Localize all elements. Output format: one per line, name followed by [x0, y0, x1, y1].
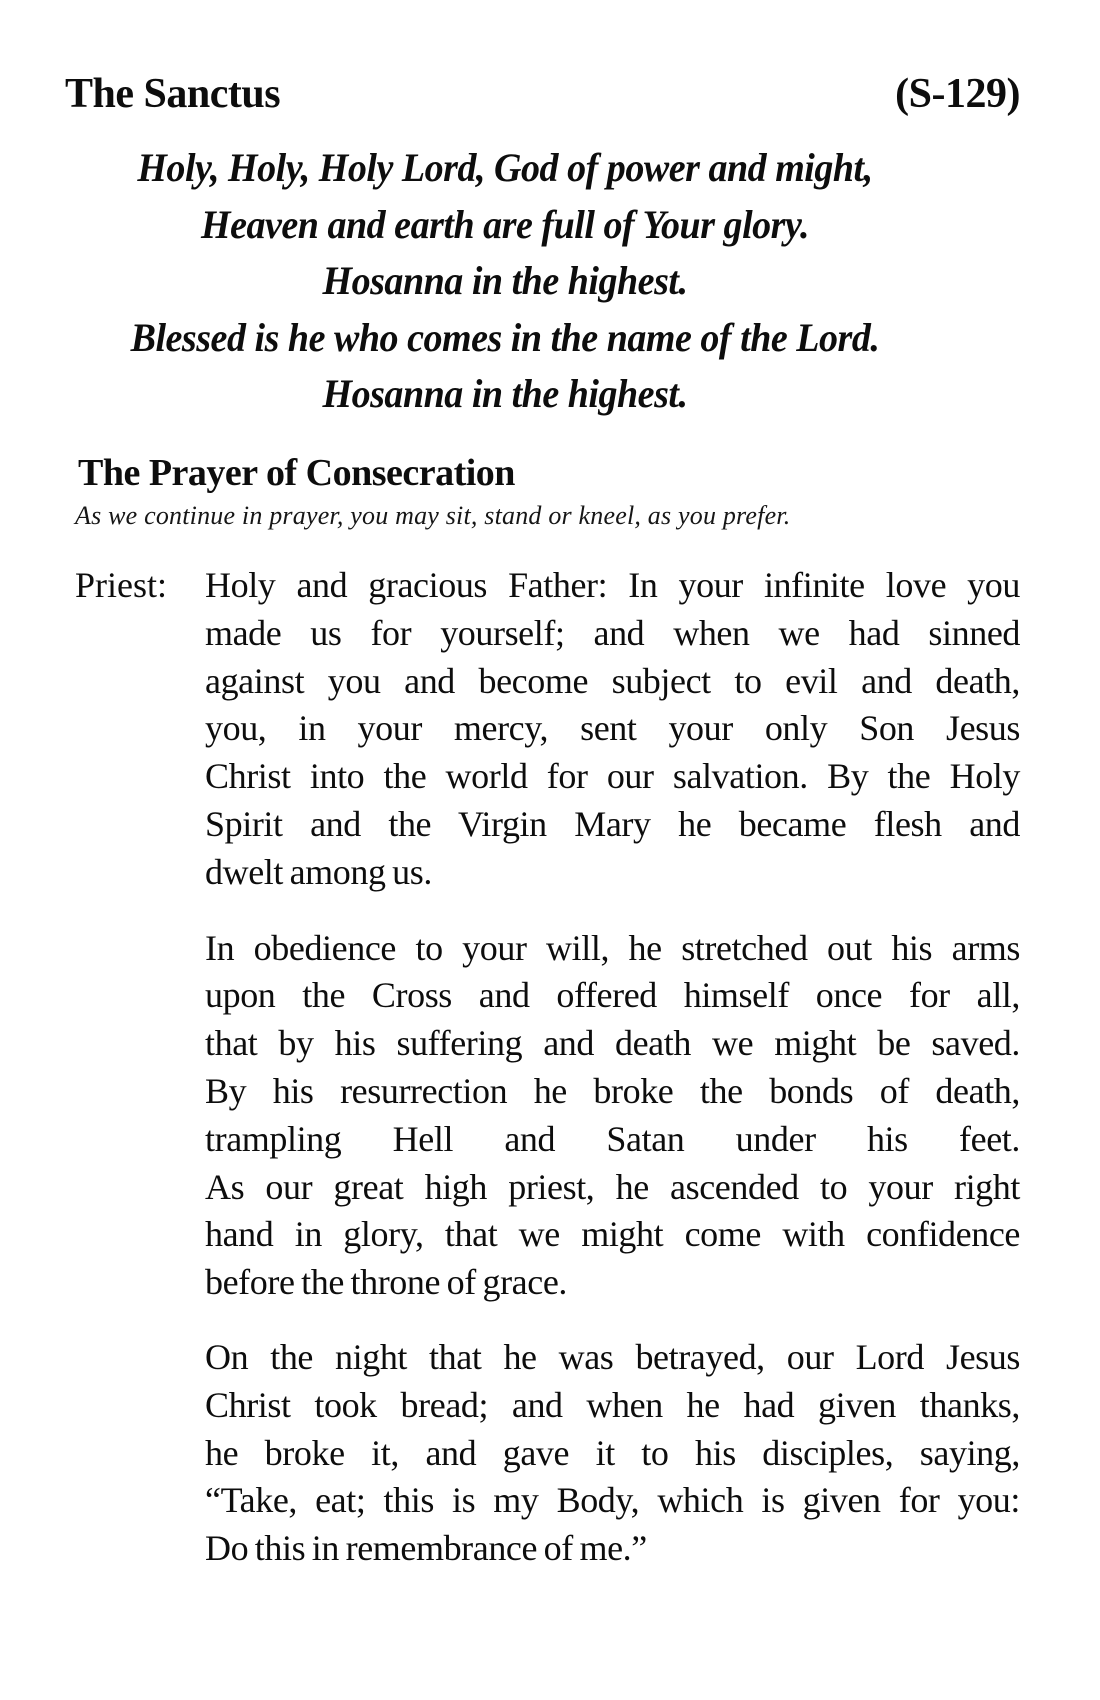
prayer-text [205, 562, 1020, 1573]
sanctus-line: Hosanna in the highest. [322, 371, 688, 416]
prayer-line: against you and become subject to evil and death, [205, 660, 1020, 701]
prayer-paragraph [205, 562, 1020, 897]
page-header [65, 72, 1020, 116]
prayer-line: On the night that he was betrayed, our Lord Jesus [205, 1336, 1020, 1377]
section-heading: The Prayer of Consecration [78, 452, 515, 494]
sanctus-line: Hosanna in the highest. [322, 258, 688, 303]
prayer-line: hand in glory, that we might come with confidence [205, 1214, 1020, 1255]
prayer-line: By his resurrection he broke the bonds of death, [205, 1070, 1020, 1111]
prayer-line: Spirit and the Virgin Mary he became flesh and [205, 803, 1020, 844]
sanctus-block [25, 140, 985, 423]
sanctus-line: Heaven and earth are full of Your glory. [200, 201, 810, 247]
hymn-number: (S-129) [895, 71, 1020, 117]
prayer-line: In obedience to your will, he stretched out his arms [205, 927, 1020, 968]
prayer-line: before the throne of grace. [205, 1262, 567, 1303]
prayer-paragraph [205, 925, 1020, 1307]
prayer-line: “Take, eat; this is my Body, which is given for you: [205, 1480, 1020, 1521]
prayer-line: he broke it, and gave it to his disciples, saying, [205, 1432, 1020, 1473]
prayer-line: dwelt among us. [205, 851, 432, 892]
sanctus-line: Holy, Holy, Holy Lord, God of power and might, [137, 145, 873, 190]
rubric-note: As we continue in prayer, you may sit, stand or kneel, as you prefer. [75, 501, 791, 530]
page-title: The Sanctus [65, 71, 281, 117]
prayer-line: Do this in remembrance of me.” [205, 1528, 647, 1569]
prayer-line: Christ into the world for our salvation. By the Holy [205, 756, 1020, 797]
prayer-line: Christ took bread; and when he had given thanks, [205, 1384, 1020, 1425]
prayer-line: made us for yourself; and when we had sinned [205, 612, 1020, 653]
prayer-line: trampling Hell and Satan under his feet. [205, 1118, 1020, 1159]
prayer-line: Holy and gracious Father: In your infinite love you [205, 565, 1020, 605]
prayer-line: upon the Cross and offered himself once for all, [205, 975, 1020, 1016]
prayer-line: you, in your mercy, sent your only Son Jesus [205, 708, 1020, 749]
speaker-label: Priest: [75, 565, 168, 605]
prayer-line: As our great high priest, he ascended to your right [205, 1166, 1020, 1207]
prayer-line: that by his suffering and death we might be saved. [205, 1023, 1020, 1064]
prayer-paragraph [205, 1334, 1020, 1573]
sanctus-line: Blessed is he who comes in the name of the Lord. [130, 314, 880, 360]
